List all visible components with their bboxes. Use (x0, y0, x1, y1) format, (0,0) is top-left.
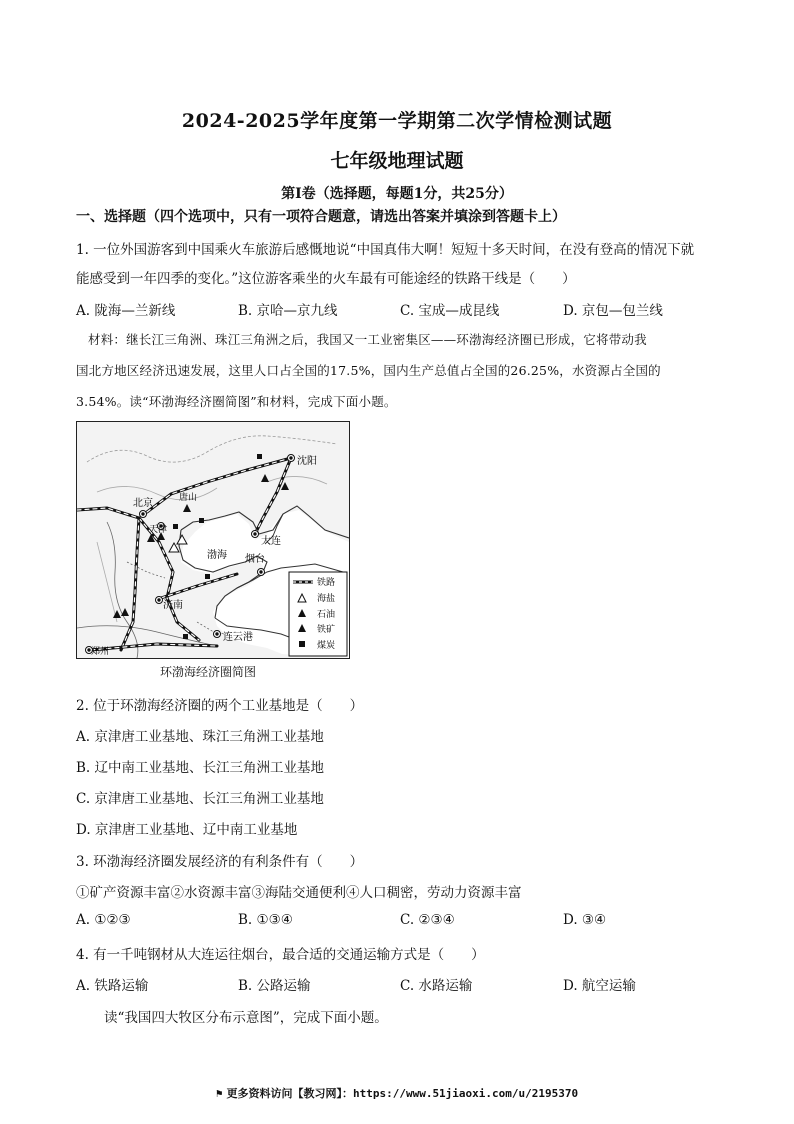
q2-option-d[interactable]: D. 京津唐工业基地、辽中南工业基地 (76, 822, 298, 838)
legend-coal: 煤炭 (317, 641, 336, 651)
q2-option-b[interactable]: B. 辽中南工业基地、长江三角洲工业基地 (76, 760, 325, 776)
flag-icon: ⚑ (215, 1087, 223, 1100)
material-line1: 材料：继长江三角洲、珠江三角洲之后，我国又一工业密集区——环渤海经济圈已形成，它将带动我 (88, 332, 647, 347)
q5-intro: 读“我国四大牧区分布示意图”，完成下面小题。 (104, 1010, 388, 1026)
material-line2: 国北方地区经济迅速发展，这里人口占全国的17.5%，国内生产总值占全国的26.25%，水资源占全国的 (76, 363, 661, 378)
material-line3: 3.54%。读“环渤海经济圈简图”和材料，完成下面小题。 (76, 394, 397, 409)
city-label-lianyungang: 连云港 (223, 632, 253, 643)
q3-option-c[interactable]: C. ②③④ (400, 912, 455, 928)
volume-heading: 第Ⅰ卷（选择题，每题1分，共25分） (281, 186, 513, 202)
city-label-tianjin: 天津 (149, 525, 168, 535)
q1-stem-line1: 1. 一位外国游客到中国乘火车旅游后感慨地说“中国真伟大啊！短短十多天时间，在没有登高的情况下就 (76, 242, 695, 258)
sea-label: 渤海 (207, 550, 227, 561)
city-label-zhengzhou: 郑州 (91, 647, 110, 657)
q4-stem: 4. 有一千吨钢材从大连运往烟台，最合适的交通运输方式是（ ） (76, 947, 485, 963)
q1-option-a[interactable]: A. 陇海—兰新线 (76, 303, 176, 319)
q2-option-a[interactable]: A. 京津唐工业基地、珠江三角洲工业基地 (76, 729, 324, 745)
legend-iron-ore: 铁矿 (317, 625, 336, 635)
q3-conditions: ①矿产资源丰富②水资源丰富③海陆交通便利④人口稠密，劳动力资源丰富 (76, 885, 522, 901)
exam-title: 2024-2025学年度第一学期第二次学情检测试题 (181, 110, 613, 132)
page-footer[interactable] (0, 1085, 794, 1101)
q3-option-a[interactable]: A. ①②③ (76, 912, 131, 928)
q1-option-c[interactable]: C. 宝成—成昆线 (400, 303, 500, 319)
bohai-economic-map (76, 421, 350, 659)
q4-option-a[interactable]: A. 铁路运输 (76, 978, 149, 994)
q1-option-d[interactable]: D. 京包—包兰线 (563, 303, 663, 319)
city-label-dalian: 大连 (261, 536, 281, 547)
q4-option-c[interactable]: C. 水路运输 (400, 978, 473, 994)
q2-option-c[interactable]: C. 京津唐工业基地、长江三角洲工业基地 (76, 791, 324, 807)
map-caption: 环渤海经济圈简图 (160, 665, 257, 679)
legend-oil: 石油 (317, 610, 336, 620)
legend-sea-salt: 海盐 (317, 594, 336, 604)
q3-option-b[interactable]: B. ①③④ (238, 912, 293, 928)
q4-option-b[interactable]: B. 公路运输 (238, 978, 311, 994)
q3-option-d[interactable]: D. ③④ (563, 912, 607, 928)
city-label-yantai: 烟台 (245, 554, 265, 565)
q4-option-d[interactable]: D. 航空运输 (563, 978, 636, 994)
q1-stem-line2: 能感受到一年四季的变化。”这位游客乘坐的火车最有可能途经的铁路干线是（ ） (76, 271, 576, 287)
map-legend (289, 572, 347, 656)
city-label-tangshan: 唐山 (179, 493, 198, 503)
city-label-beijing: 北京 (133, 498, 153, 509)
q3-stem: 3. 环渤海经济圈发展经济的有利条件有（ ） (76, 854, 364, 870)
footer-link-text[interactable]: 更多资料访问【教习网】：https://www.51jiaoxi.com/u/2195370 (226, 1087, 579, 1100)
q1-option-b[interactable]: B. 京哈—京九线 (238, 303, 338, 319)
city-label-shenyang: 沈阳 (297, 456, 317, 467)
city-label-jinan: 济南 (163, 600, 183, 611)
q2-stem: 2. 位于环渤海经济圈的两个工业基地是（ ） (76, 698, 364, 714)
exam-subtitle: 七年级地理试题 (330, 150, 464, 172)
section-heading: 一、选择题（四个选项中，只有一项符合题意，请选出答案并填涂到答题卡上） (76, 209, 566, 225)
legend-railway: 铁路 (317, 578, 336, 588)
